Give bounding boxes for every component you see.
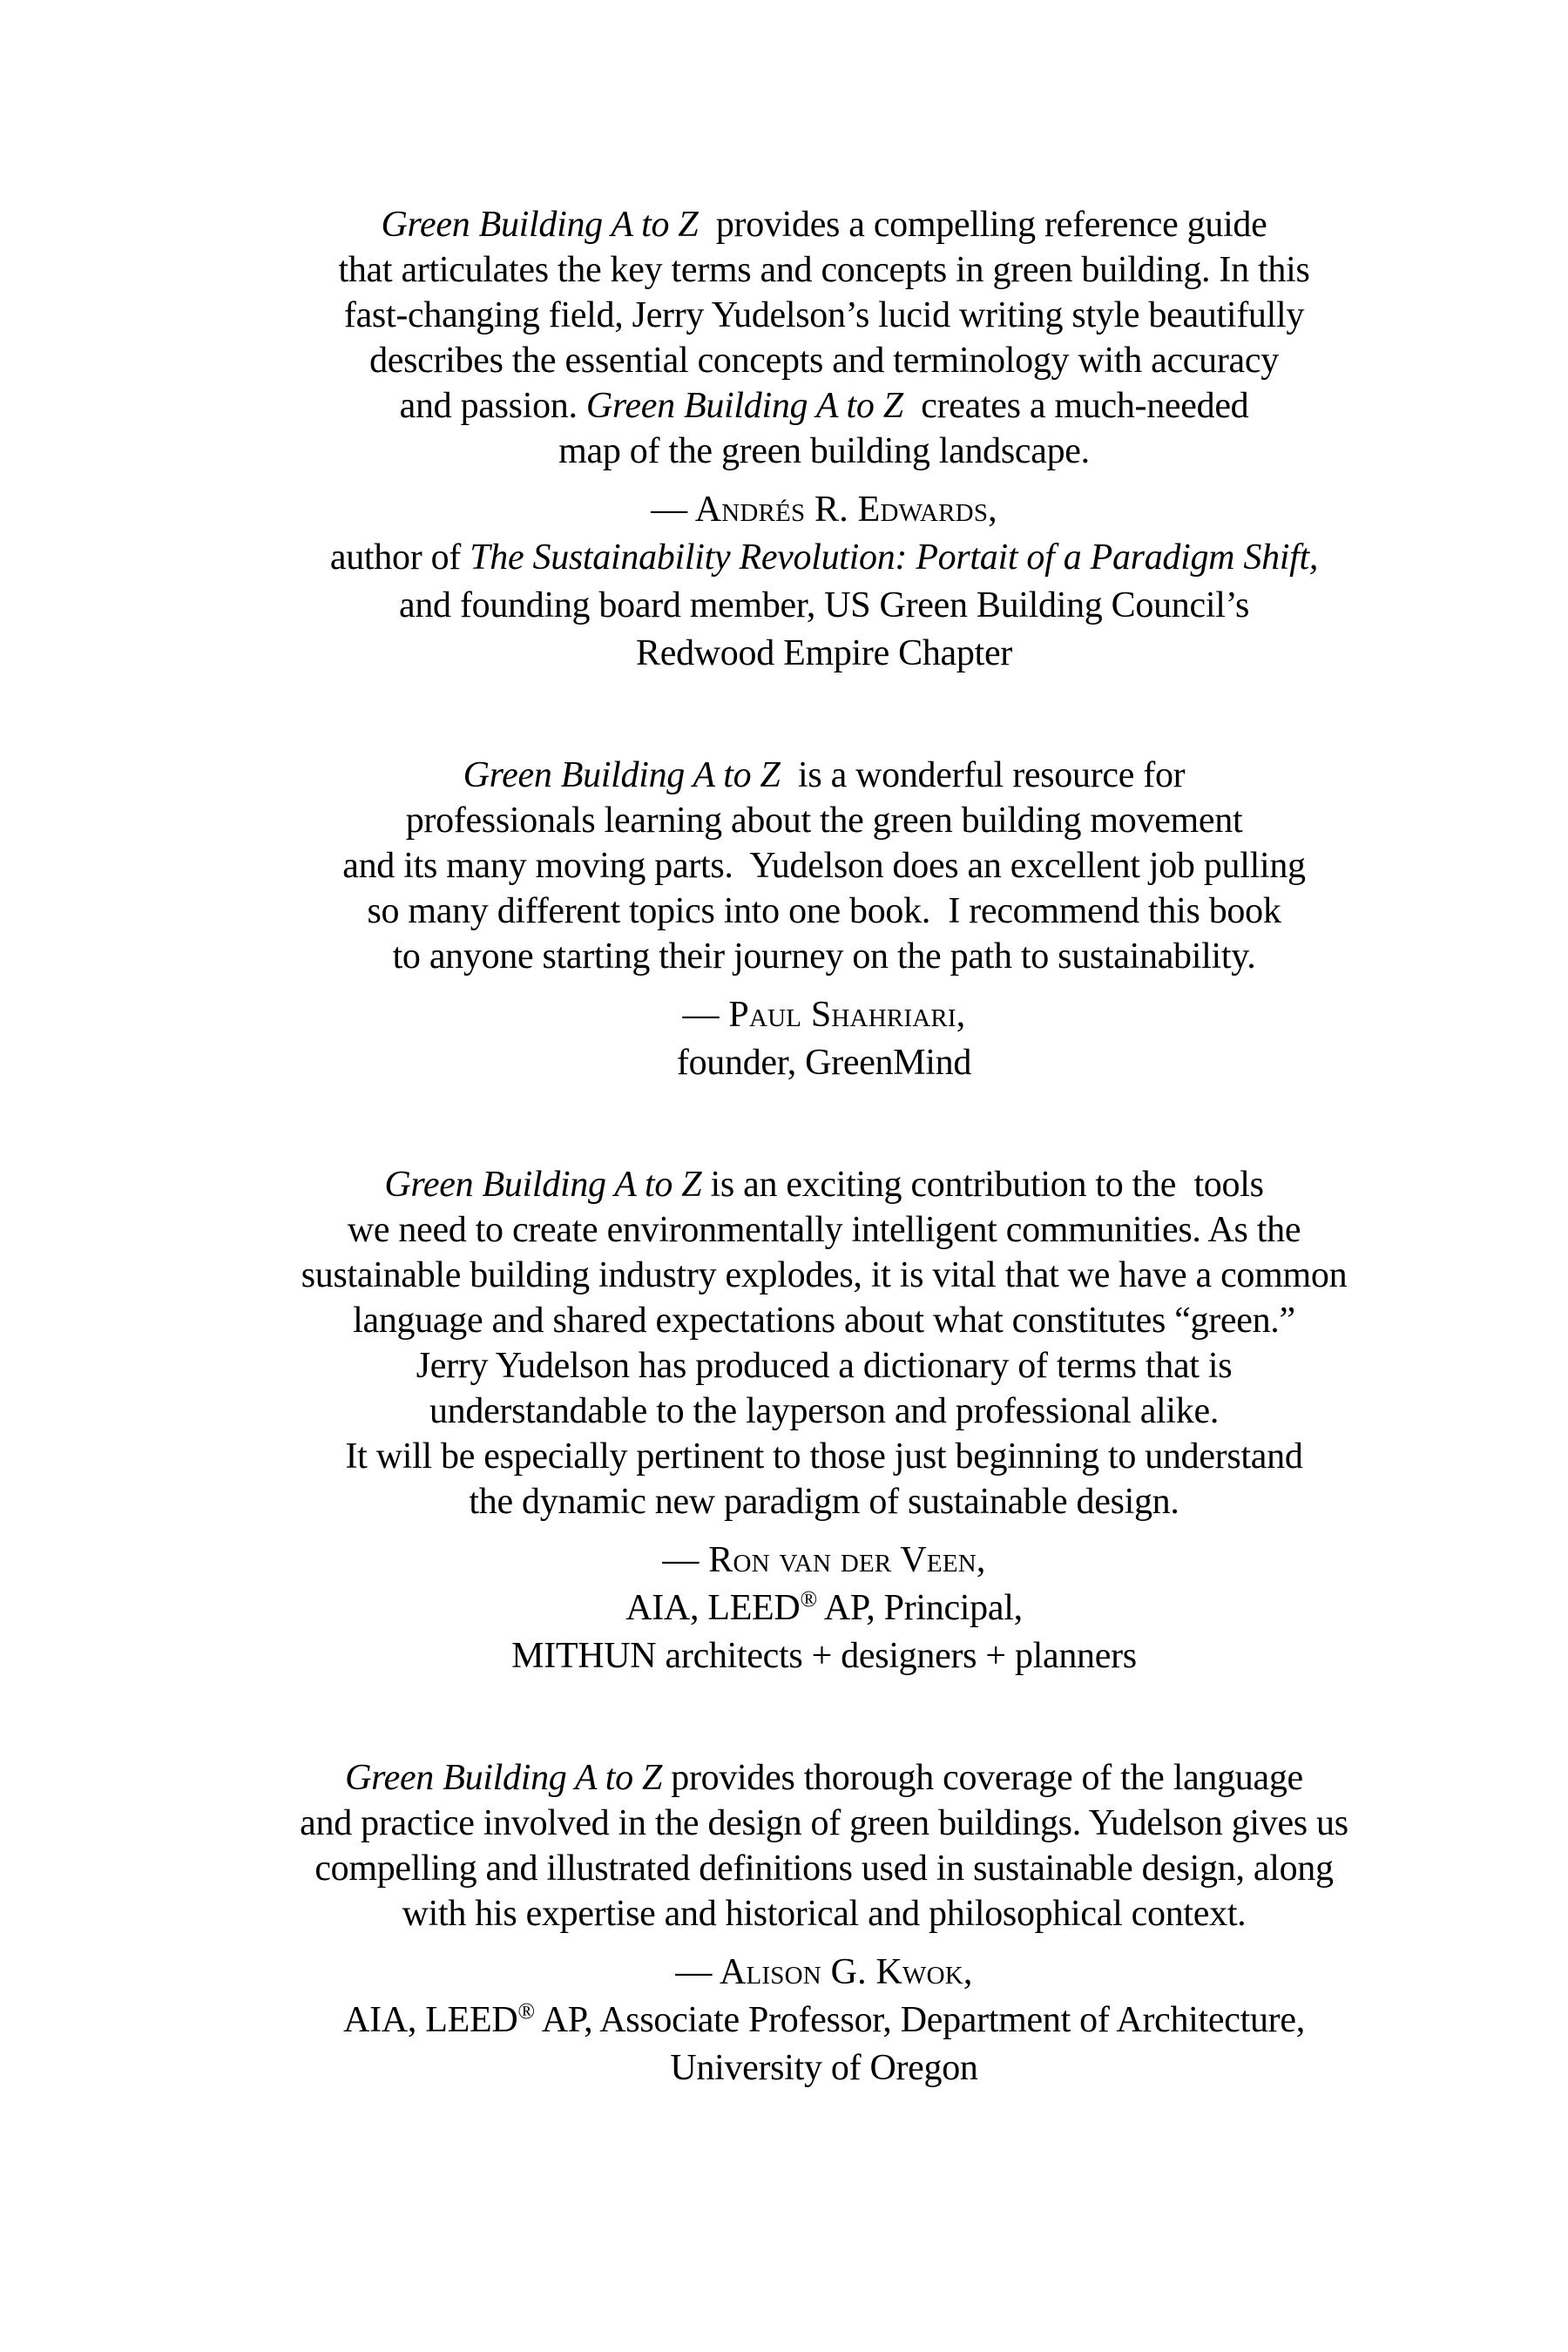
- quote-line: [80, 1253, 1568, 1298]
- quote-line: [80, 247, 1568, 293]
- quote-text: understandable to the layperson and professional alike.: [429, 1391, 1220, 1431]
- quote: [80, 1755, 1568, 1936]
- quote-text: creates a much-needed: [902, 386, 1249, 426]
- attribution-detail-text: AP, Principal,: [816, 1588, 1023, 1628]
- quote-text: to anyone starting their journey on the path to sustainability.: [392, 936, 1256, 977]
- attribution-detail-text: AP, Associate Professor, Department of Architecture,: [534, 2000, 1305, 2040]
- quote-line: [80, 934, 1568, 979]
- attribution-detail-text: ®: [800, 1586, 817, 1612]
- quote-text: Jerry Yudelson has produced a dictionary of terms that is: [416, 1346, 1233, 1386]
- quote-section: [80, 753, 1568, 1087]
- attribution-detail: [80, 1585, 1568, 1632]
- quote-line: [80, 798, 1568, 843]
- attribution-detail-text: Redwood Empire Chapter: [636, 633, 1012, 673]
- attribution-detail: [80, 1997, 1568, 2044]
- quote-line: [80, 1479, 1568, 1524]
- quote-line: [80, 338, 1568, 383]
- quote-text: with his expertise and historical and philosophical context.: [402, 1894, 1247, 1934]
- book-title: Green Building A to Z: [345, 1758, 663, 1798]
- quote-line: [80, 1298, 1568, 1343]
- quote-text: that articulates the key terms and concepts in green building. In this: [338, 250, 1310, 290]
- attribution-detail: [80, 630, 1568, 678]
- quote-section: [80, 1755, 1568, 2092]
- quote-line: [80, 753, 1568, 798]
- quote: [80, 202, 1568, 474]
- attribution-name-text: — Andrés R. Edwards,: [651, 490, 997, 530]
- quote-section: [80, 202, 1568, 678]
- attribution-detail: [80, 1039, 1568, 1087]
- quote-text: compelling and illustrated definitions used in sustainable design, along: [314, 1848, 1334, 1889]
- quote-text: professionals learning about the green building movement: [405, 801, 1243, 841]
- attribution-detail-text: AIA, LEED: [625, 1588, 801, 1628]
- quote-text: fast-changing field, Jerry Yudelson’s lucid writing style beautifully: [343, 295, 1305, 335]
- quote-line: [80, 383, 1568, 429]
- quote-text: and its many moving parts. Yudelson does an excellent job pulling: [342, 846, 1306, 886]
- quote-text: map of the green building landscape.: [558, 431, 1090, 471]
- quote-text: and practice involved in the design of green buildings. Yudelson gives us: [300, 1803, 1348, 1843]
- attribution-name-text: — Paul Shahriari,: [682, 995, 966, 1035]
- attribution-detail-text: and founding board member, US Green Building Council’s: [399, 585, 1249, 625]
- quote-line: [80, 843, 1568, 889]
- quote-line: [80, 429, 1568, 474]
- quote-text: we need to create environmentally intelligent communities. As the: [347, 1210, 1301, 1250]
- quote-text: describes the essential concepts and terminology with accuracy: [369, 341, 1279, 381]
- attribution: [80, 1949, 1568, 2092]
- attribution-name: [80, 1949, 1568, 1997]
- attribution-detail: [80, 534, 1568, 582]
- quote-text: sustainable building industry explodes, it is vital that we have a common: [301, 1255, 1348, 1295]
- quote-section: [80, 1162, 1568, 1680]
- attribution-name: [80, 486, 1568, 534]
- quote-line: [80, 1434, 1568, 1479]
- book-title: Green Building A to Z: [585, 386, 903, 426]
- quote-text: is a wonderful resource for: [780, 755, 1186, 795]
- attribution-detail-text: AIA, LEED: [343, 2000, 518, 2040]
- attribution-name: [80, 991, 1568, 1039]
- attribution-detail: [80, 2044, 1568, 2092]
- quote-line: [80, 293, 1568, 338]
- quote-line: [80, 1207, 1568, 1253]
- quote-text: It will be especially pertinent to those just beginning to understand: [345, 1436, 1303, 1477]
- attribution-detail-text: founder, GreenMind: [676, 1043, 972, 1083]
- quote-text: language and shared expectations about what constitutes “green.”: [353, 1301, 1295, 1341]
- attribution: [80, 486, 1568, 678]
- attribution: [80, 991, 1568, 1087]
- quote-text: provides a compelling reference guide: [698, 205, 1267, 245]
- quote-text: and passion.: [399, 386, 586, 426]
- quote-text: the dynamic new paradigm of sustainable design.: [469, 1482, 1179, 1522]
- quote-line: [80, 1801, 1568, 1846]
- quote-line: [80, 202, 1568, 247]
- quote: [80, 1162, 1568, 1524]
- attribution-detail-text: author of: [329, 537, 470, 578]
- quote-text: is an exciting contribution to the tools: [701, 1165, 1264, 1205]
- attribution: [80, 1537, 1568, 1680]
- book-title: Green Building A to Z: [463, 755, 781, 795]
- book-title: Green Building A to Z: [381, 205, 699, 245]
- quote: [80, 753, 1568, 979]
- attribution-detail-text: MITHUN architects + designers + planners: [511, 1636, 1137, 1676]
- attribution-name: [80, 1537, 1568, 1585]
- attribution-detail-text: University of Oregon: [670, 2048, 978, 2088]
- book-title: The Sustainability Revolution: Portait of a Paradigm Shift,: [470, 537, 1319, 578]
- quote-line: [80, 1162, 1568, 1207]
- quote-line: [80, 1389, 1568, 1434]
- attribution-name-text: — Ron van der Veen,: [662, 1540, 986, 1580]
- sections-root: [80, 202, 1568, 2092]
- quote-text: provides thorough coverage of the language: [662, 1758, 1303, 1798]
- attribution-name-text: — Alison G. Kwok,: [675, 1952, 973, 1992]
- attribution-detail-text: ®: [517, 1998, 535, 2024]
- quote-line: [80, 1891, 1568, 1936]
- quote-line: [80, 1846, 1568, 1891]
- quote-line: [80, 889, 1568, 934]
- attribution-detail: [80, 1632, 1568, 1680]
- quote-line: [80, 1755, 1568, 1801]
- book-title: Green Building A to Z: [384, 1165, 702, 1205]
- attribution-detail: [80, 582, 1568, 630]
- quote-line: [80, 1343, 1568, 1389]
- quote-text: so many different topics into one book. I recommend this book: [367, 891, 1281, 931]
